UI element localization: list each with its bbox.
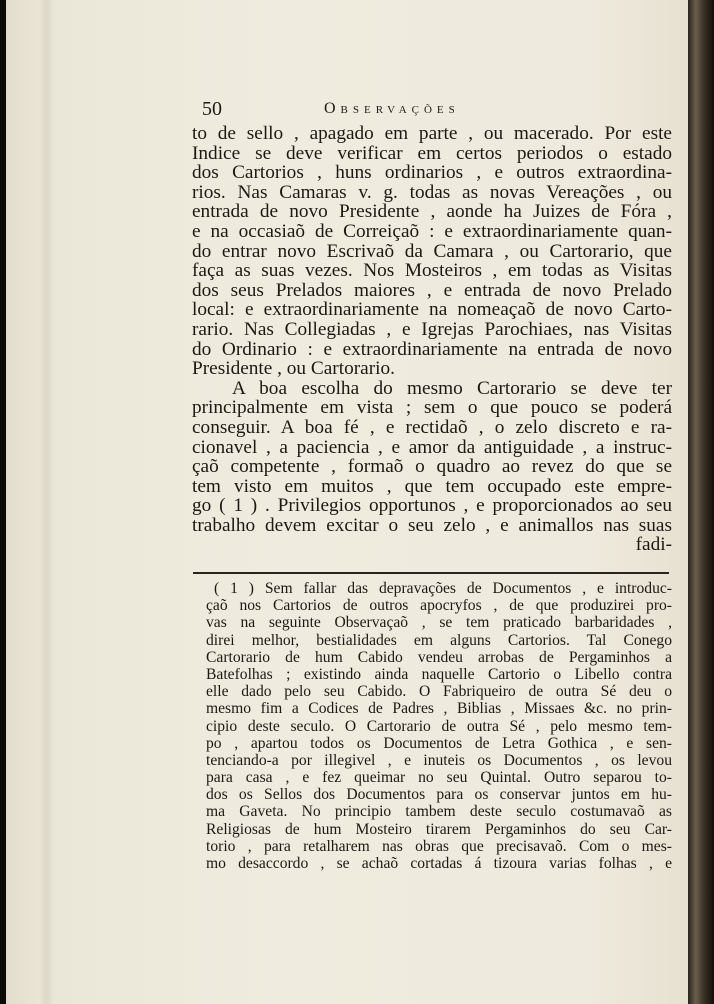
footnote-line: vas na seguinte Observaçaõ , se tem praticado barbaridades , [206,614,672,632]
text-line: conseguir. A boa fé , e rectidaõ , o zelo discreto e ra- [192,416,672,438]
footnote-line: elle dado pelo seu Cabido. O Fabriqueiro de outra Sé deu o [206,683,672,701]
text-line: rario. Nas Collegiadas , e Igrejas Parochiaes, nas Visitas [192,318,672,340]
text-line: dos Cartorios , huns ordinarios , e outros extraordina- [192,162,672,184]
text-line: faça as suas vezes. Nos Mosteiros , em todas as Visitas [192,260,672,282]
footnote-line: cipio deste seculo. O Cartorario de outra Sé , pelo mesmo tem- [206,717,672,735]
footnote-line: ma Gaveta. No principio tambem deste seculo costumavaõ as [206,803,672,821]
footnote-line: direi melhor, bestialidades em alguns Cartorios. Tal Conego [206,631,672,649]
text-line: entrada de novo Presidente , aonde ha Juizes de Fóra , [192,201,672,223]
book-edge [688,0,714,1004]
text-line: çaõ competente , formaõ o quadro ao revez do que se [192,456,672,478]
text-line: to de sello , apagado em parte , ou macerado. Por este [192,123,672,144]
footnote-rule [193,572,669,574]
footnote-line: Batefolhas ; existindo ainda naquelle Cartorio o Libello contra [206,665,672,683]
footnote-line: torio , para retalharem nas obras que precisavaõ. Com o mes- [206,837,672,855]
footnote-line: Cartorario de hum Cabido vendeu arrobas de Pergaminhos a [206,648,672,666]
footnote-line: po , apartou todos os Documentos de Letra Gothica , e sen- [206,734,672,752]
book-page [6,0,688,1004]
page-header [202,98,672,124]
text-line: go ( 1 ) . Privilegios opportunos , e proporcionados ao seu [192,495,672,517]
catchword: fadi- [635,534,672,556]
running-title: Observações [324,100,460,117]
footnote-line: dos os Sellos dos Documentos para os conservar juntos em hu- [206,786,672,804]
text-line: local: e extraordinariamente na nomeaçaõ de novo Carto- [192,299,672,321]
text-line: A boa escolha do mesmo Cartorario se deve ter [232,377,672,399]
text-line: do entrar novo Escrivaõ da Camara , ou Cartorario, que [192,240,672,262]
footnote-line: çaõ nos Cartorios de outros apocryfos , de que produzirei pro- [206,597,672,615]
text-line: trabalho devem excitar o seu zelo , e animallos nas suas [192,514,672,536]
main-text [192,124,672,555]
text-line: e na occasiaõ de Correiçaõ : e extraordinariamente quan- [192,220,672,242]
footnote-line: para casa , e fez queimar no seu Quintal. Outro separou to- [206,769,672,787]
footnote-line: ( 1 ) Sem fallar das depravações de Documentos , e introduc- [214,580,672,597]
footnote [206,580,672,872]
footnote-line: Religiosas de hum Mosteiro tirarem Pergaminhos do seu Car- [206,820,672,838]
text-line: do Ordinario : e extraordinariamente na entrada de novo [192,338,672,360]
footnote-line: mesmo fim a Codices de Padres , Biblias , Missaes &c. no prin- [206,700,672,718]
text-line: tem visto em muitos , que tem occupado este empre- [192,475,672,497]
footnote-line: tenciando-a por illegivel , e inuteis os Documentos , os levou [206,751,672,769]
page-fold-shadow [40,0,54,1004]
text-line: cionavel , a paciencia , e amor da antiguidade , a instruc- [192,436,672,458]
text-line: principalmente em vista ; sem o que pouco se poderá [192,397,672,419]
page-number: 50 [202,98,222,120]
text-line: Indice se deve verificar em certos periodos o estado [192,142,672,164]
text-line: dos seus Prelados maiores , e entrada de novo Prelado [192,279,672,301]
footnote-line: mo desaccordo , se achaõ cortadas á tizoura varias folhas , e [206,855,672,872]
text-line: rios. Nas Camaras v. g. todas as novas Vereações , ou [192,181,672,203]
text-line: Presidente , ou Cartorario. [192,358,395,380]
